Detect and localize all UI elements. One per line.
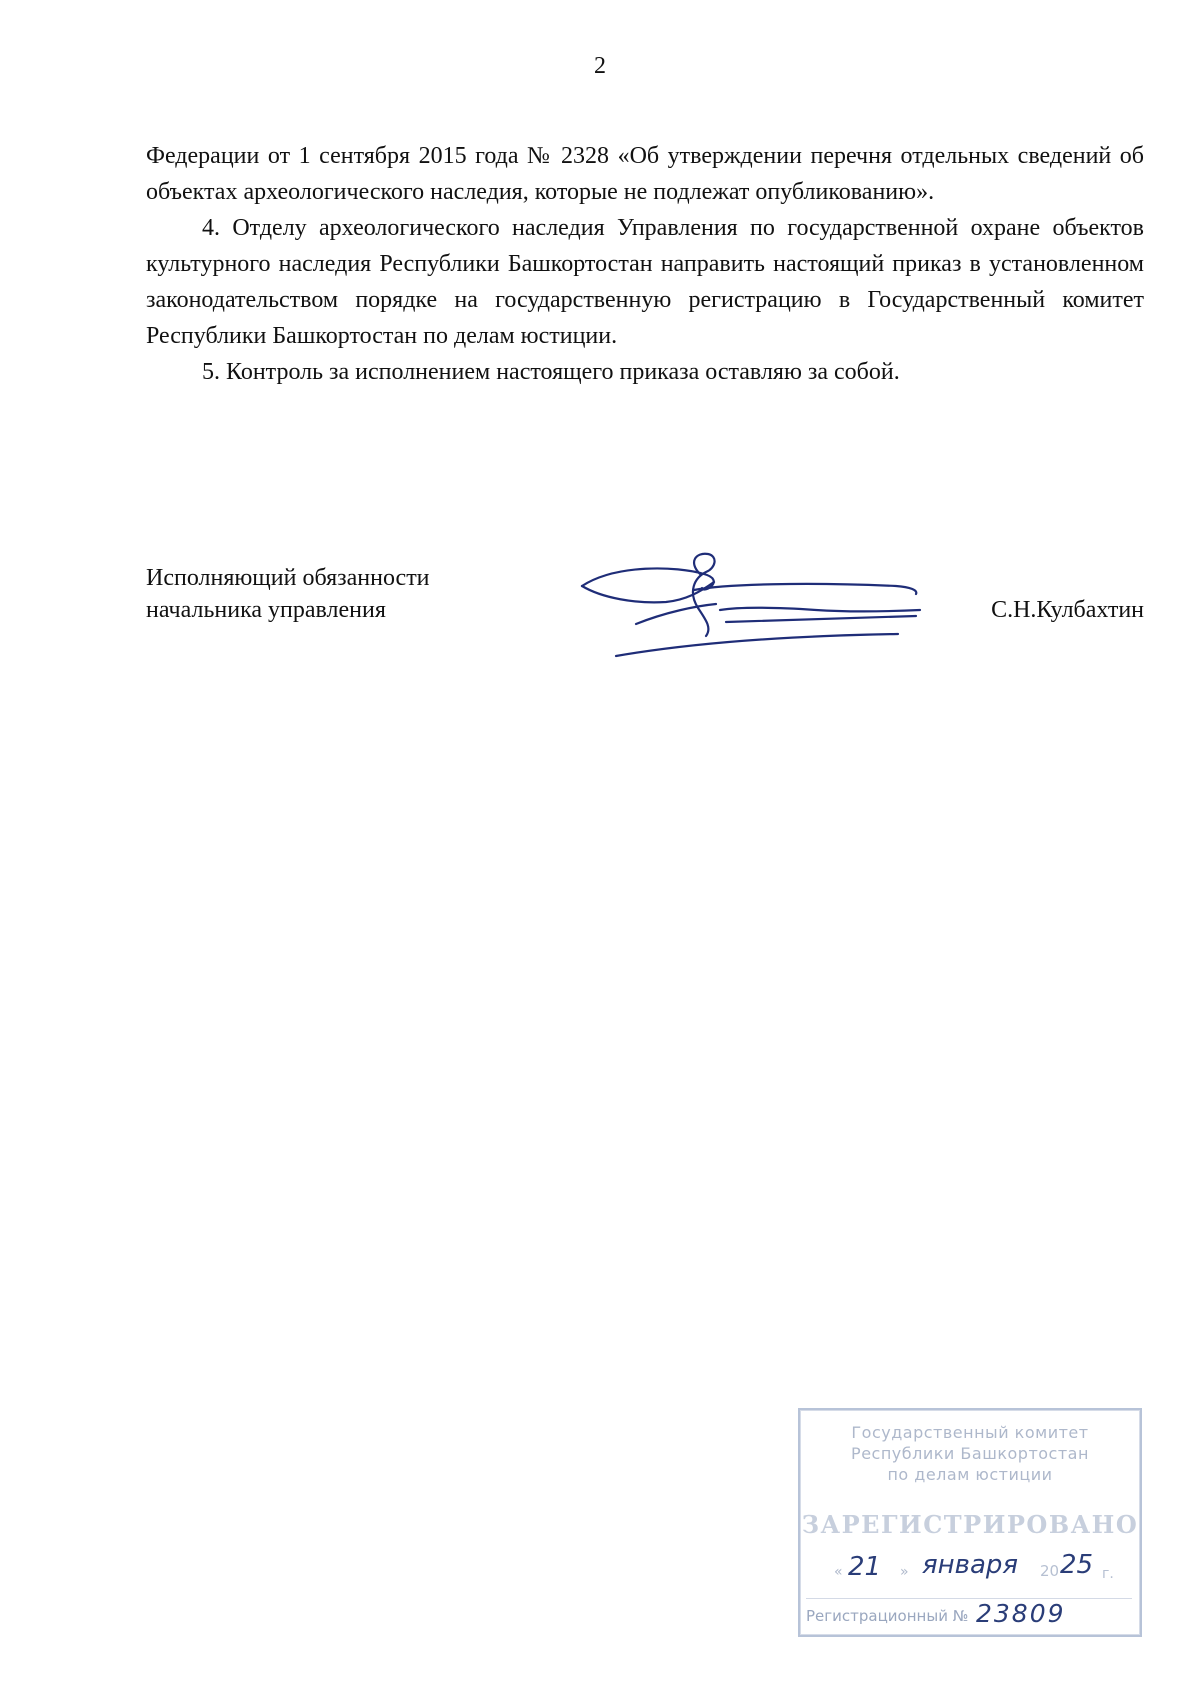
signer-position-line-2: начальника управления [146,597,386,623]
page-number: 2 [594,53,606,79]
stamp-authority-line-2: Республики Башкортостан [851,1444,1089,1463]
signer-name: С.Н.Кулбахтин [991,597,1144,623]
stamp-reg-number: 23809 [976,1599,1066,1628]
signer-position [146,562,430,626]
stamp-registration [806,1598,1132,1629]
paragraph-item-4: 4. Отделу археологического наследия Управления по государственной охране объектов культурного наследия Республики Башкортостан направить настоящий приказ в установленном законодательством порядке на государственную регистрацию в Государственный комитет Республики Башкортостан по делам юстиции. [146,215,1144,349]
stamp-month: января [922,1550,1019,1580]
stamp-year-mark: г. [1102,1566,1114,1582]
signer-position-line-1: Исполняющий обязанности [146,565,430,591]
stamp-authority [800,1422,1140,1485]
stamp-day: 21 [848,1552,882,1582]
stamp-status: ЗАРЕГИСТРИРОВАНО [801,1510,1139,1539]
document-body [146,138,1144,390]
paragraph-item-5: 5. Контроль за исполнением настоящего приказа оставляю за собой. [202,359,900,385]
stamp-year-prefix: 20 [1040,1562,1060,1580]
paragraph-continuation: Федерации от 1 сентября 2015 года № 2328 «Об утверждении перечня отдельных сведений об объектах археологического наследия, которые не подлежат опубликованию». [146,143,1144,205]
registration-stamp [798,1408,1142,1637]
stamp-reg-label: Регистрационный № [806,1607,969,1625]
stamp-year-suffix: 25 [1060,1550,1094,1580]
stamp-open-quote: « [834,1564,843,1580]
stamp-date [830,1550,1120,1590]
stamp-close-quote: » [900,1564,909,1580]
stamp-authority-line-1: Государственный комитет [851,1423,1089,1442]
handwritten-signature [576,552,946,664]
stamp-authority-line-3: по делам юстиции [887,1465,1053,1484]
